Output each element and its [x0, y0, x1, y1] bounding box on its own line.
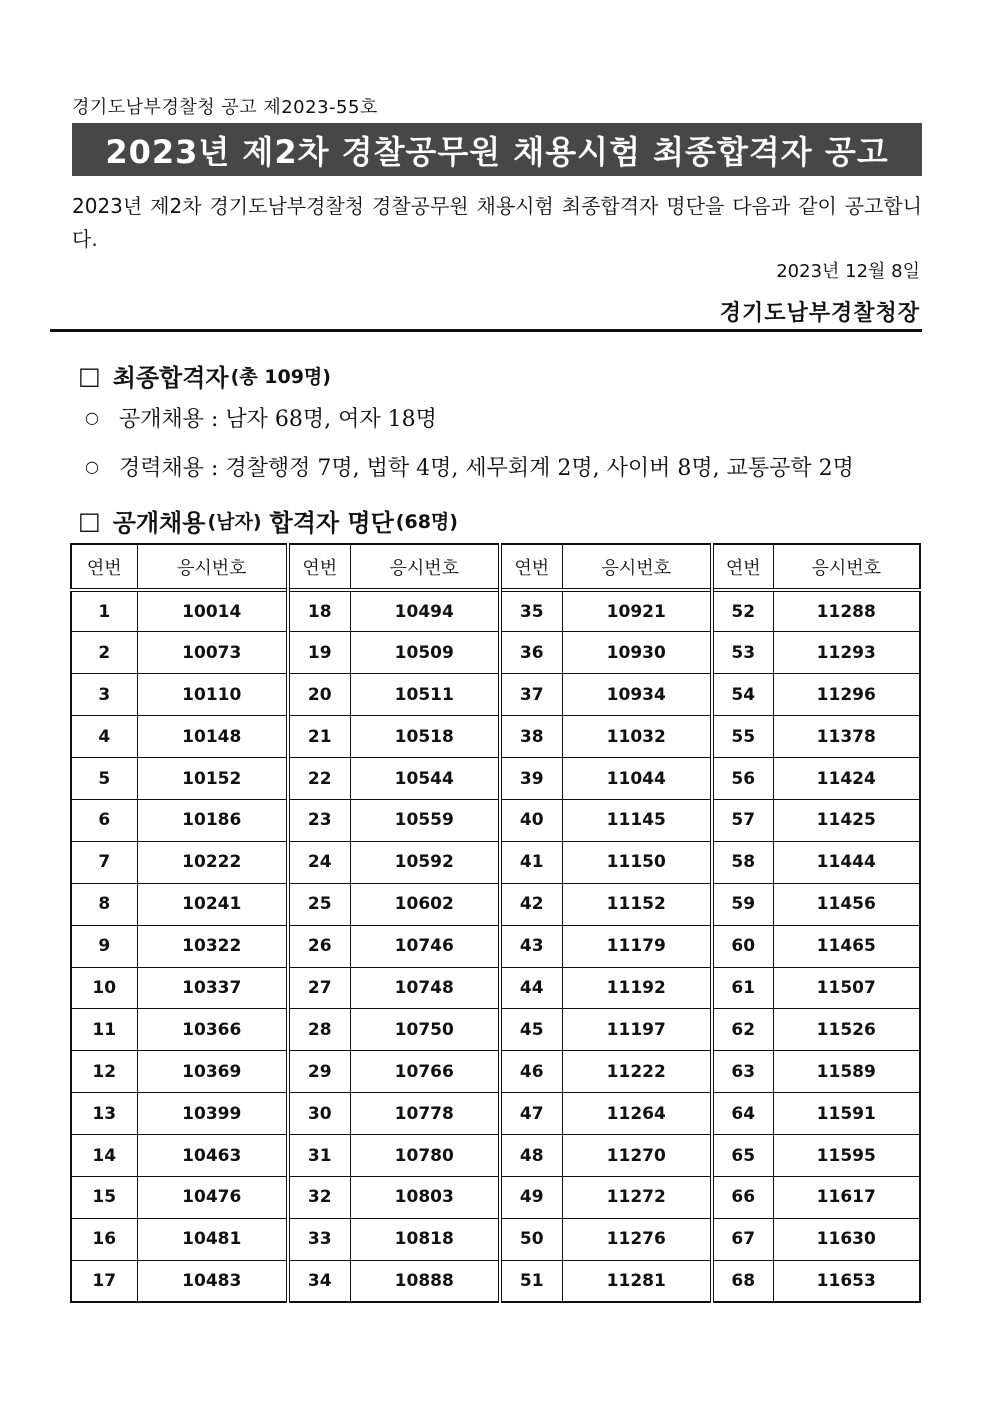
serial-cell: 38 — [500, 716, 562, 758]
serial-cell: 7 — [71, 841, 137, 883]
serial-cell: 58 — [712, 841, 773, 883]
serial-cell: 4 — [71, 716, 137, 758]
serial-cell: 11 — [71, 1009, 137, 1051]
serial-cell: 1 — [71, 590, 137, 632]
serial-cell: 35 — [500, 590, 562, 632]
exam-number-cell: 10921 — [562, 590, 712, 632]
intro-paragraph: 2023년 제2차 경기도남부경찰청 경찰공무원 채용시험 최종합격자 명단을 다음과 같이 공고합니다. — [72, 194, 922, 251]
exam-number-cell: 10399 — [137, 1093, 288, 1135]
circle-bullet-icon: ○ — [85, 457, 99, 476]
column-header-serial: 연번 — [500, 544, 562, 590]
section-gender: (남자) — [207, 511, 262, 533]
exam-number-cell: 10750 — [350, 1009, 500, 1051]
serial-cell: 19 — [288, 632, 350, 674]
exam-number-cell: 11465 — [773, 925, 920, 967]
serial-cell: 18 — [288, 590, 350, 632]
exam-number-cell: 11296 — [773, 674, 920, 716]
bullet-text: 경력채용 : 경찰행정 7명, 법학 4명, 세무회계 2명, 사이버 8명, 교통공학 2명 — [118, 456, 854, 481]
column-header-serial: 연번 — [712, 544, 773, 590]
exam-number-cell: 11150 — [562, 841, 712, 883]
section-title: 공개채용 — [112, 509, 206, 537]
exam-number-cell: 11378 — [773, 716, 920, 758]
column-header-exam-number: 응시번호 — [350, 544, 500, 590]
exam-number-cell: 10186 — [137, 799, 288, 841]
header-divider — [50, 329, 922, 332]
page-title: 2023년 제2차 경찰공무원 채용시험 최종합격자 공고 — [72, 123, 922, 176]
section-subtitle: 합격자 명단 — [269, 509, 394, 537]
serial-cell: 9 — [71, 925, 137, 967]
exam-number-cell: 11425 — [773, 799, 920, 841]
serial-cell: 33 — [288, 1218, 350, 1260]
table-row — [71, 799, 920, 841]
serial-cell: 36 — [500, 632, 562, 674]
exam-number-cell: 11653 — [773, 1260, 920, 1302]
exam-number-cell: 10602 — [350, 883, 500, 925]
exam-number-cell: 10110 — [137, 674, 288, 716]
serial-cell: 34 — [288, 1260, 350, 1302]
exam-number-cell: 10778 — [350, 1093, 500, 1135]
serial-cell: 12 — [71, 1051, 137, 1093]
exam-number-cell: 11456 — [773, 883, 920, 925]
serial-cell: 65 — [712, 1135, 773, 1177]
serial-cell: 47 — [500, 1093, 562, 1135]
table-row — [71, 841, 920, 883]
serial-cell: 26 — [288, 925, 350, 967]
table-row — [71, 1176, 920, 1218]
serial-cell: 68 — [712, 1260, 773, 1302]
exam-number-cell: 11507 — [773, 967, 920, 1009]
exam-number-cell: 11272 — [562, 1176, 712, 1218]
exam-number-cell: 10148 — [137, 716, 288, 758]
serial-cell: 48 — [500, 1135, 562, 1177]
serial-cell: 20 — [288, 674, 350, 716]
exam-number-cell: 11222 — [562, 1051, 712, 1093]
table-row — [71, 1051, 920, 1093]
serial-cell: 14 — [71, 1135, 137, 1177]
serial-cell: 2 — [71, 632, 137, 674]
exam-number-cell: 10241 — [137, 883, 288, 925]
exam-number-cell: 10322 — [137, 925, 288, 967]
exam-number-cell: 10818 — [350, 1218, 500, 1260]
serial-cell: 13 — [71, 1093, 137, 1135]
exam-number-cell: 11044 — [562, 758, 712, 800]
checkbox-square-icon: □ — [78, 361, 101, 390]
serial-cell: 54 — [712, 674, 773, 716]
exam-number-cell: 10073 — [137, 632, 288, 674]
serial-cell: 22 — [288, 758, 350, 800]
serial-cell: 51 — [500, 1260, 562, 1302]
serial-cell: 42 — [500, 883, 562, 925]
exam-number-cell: 10463 — [137, 1135, 288, 1177]
serial-cell: 46 — [500, 1051, 562, 1093]
column-header-exam-number: 응시번호 — [773, 544, 920, 590]
column-header-exam-number: 응시번호 — [562, 544, 712, 590]
exam-number-cell: 10476 — [137, 1176, 288, 1218]
serial-cell: 23 — [288, 799, 350, 841]
serial-cell: 39 — [500, 758, 562, 800]
section-title: 최종합격자 — [112, 364, 229, 392]
exam-number-cell: 11293 — [773, 632, 920, 674]
exam-number-cell: 10337 — [137, 967, 288, 1009]
table-row — [71, 1135, 920, 1177]
exam-number-cell: 11192 — [562, 967, 712, 1009]
passers-table — [70, 543, 921, 1303]
section-final-passers-heading — [78, 358, 331, 393]
exam-number-cell: 10494 — [350, 590, 500, 632]
exam-number-cell: 10366 — [137, 1009, 288, 1051]
exam-number-cell: 11595 — [773, 1135, 920, 1177]
serial-cell: 6 — [71, 799, 137, 841]
serial-cell: 32 — [288, 1176, 350, 1218]
exam-number-cell: 11424 — [773, 758, 920, 800]
section-roster-heading — [78, 503, 458, 538]
serial-cell: 21 — [288, 716, 350, 758]
exam-number-cell: 10509 — [350, 632, 500, 674]
table-row — [71, 758, 920, 800]
exam-number-cell: 10748 — [350, 967, 500, 1009]
serial-cell: 15 — [71, 1176, 137, 1218]
serial-cell: 57 — [712, 799, 773, 841]
serial-cell: 29 — [288, 1051, 350, 1093]
serial-cell: 60 — [712, 925, 773, 967]
exam-number-cell: 11264 — [562, 1093, 712, 1135]
exam-number-cell: 11152 — [562, 883, 712, 925]
serial-cell: 66 — [712, 1176, 773, 1218]
serial-cell: 61 — [712, 967, 773, 1009]
exam-number-cell: 10518 — [350, 716, 500, 758]
serial-cell: 45 — [500, 1009, 562, 1051]
table-row — [71, 925, 920, 967]
serial-cell: 28 — [288, 1009, 350, 1051]
exam-number-cell: 11270 — [562, 1135, 712, 1177]
exam-number-cell: 10481 — [137, 1218, 288, 1260]
table-row — [71, 883, 920, 925]
serial-cell: 64 — [712, 1093, 773, 1135]
checkbox-square-icon: □ — [78, 506, 101, 535]
serial-cell: 56 — [712, 758, 773, 800]
table-row — [71, 967, 920, 1009]
serial-cell: 25 — [288, 883, 350, 925]
serial-cell: 67 — [712, 1218, 773, 1260]
exam-number-cell: 11032 — [562, 716, 712, 758]
serial-cell: 17 — [71, 1260, 137, 1302]
column-header-exam-number: 응시번호 — [137, 544, 288, 590]
bullet-open-recruitment — [85, 402, 437, 433]
exam-number-cell: 10222 — [137, 841, 288, 883]
exam-number-cell: 10592 — [350, 841, 500, 883]
exam-number-cell: 11630 — [773, 1218, 920, 1260]
serial-cell: 30 — [288, 1093, 350, 1135]
circle-bullet-icon: ○ — [85, 408, 99, 427]
exam-number-cell: 10803 — [350, 1176, 500, 1218]
serial-cell: 52 — [712, 590, 773, 632]
exam-number-cell: 10934 — [562, 674, 712, 716]
table-header-row — [71, 544, 920, 590]
exam-number-cell: 11145 — [562, 799, 712, 841]
table-row — [71, 632, 920, 674]
serial-cell: 59 — [712, 883, 773, 925]
issuer-name: 경기도남부경찰청장 — [719, 301, 920, 326]
table-row — [71, 1009, 920, 1051]
exam-number-cell: 11288 — [773, 590, 920, 632]
serial-cell: 49 — [500, 1176, 562, 1218]
serial-cell: 10 — [71, 967, 137, 1009]
exam-number-cell: 11197 — [562, 1009, 712, 1051]
serial-cell: 55 — [712, 716, 773, 758]
serial-cell: 27 — [288, 967, 350, 1009]
exam-number-cell: 11179 — [562, 925, 712, 967]
exam-number-cell: 11617 — [773, 1176, 920, 1218]
section-count: (68명) — [395, 511, 458, 533]
table-row — [71, 1218, 920, 1260]
exam-number-cell: 10511 — [350, 674, 500, 716]
announcement-date: 2023년 12월 8일 — [776, 261, 920, 282]
serial-cell: 5 — [71, 758, 137, 800]
table-row — [71, 1093, 920, 1135]
serial-cell: 44 — [500, 967, 562, 1009]
exam-number-cell: 10544 — [350, 758, 500, 800]
bullet-text: 공개채용 : 남자 68명, 여자 18명 — [118, 407, 437, 432]
serial-cell: 43 — [500, 925, 562, 967]
exam-number-cell: 10766 — [350, 1051, 500, 1093]
exam-number-cell: 10888 — [350, 1260, 500, 1302]
serial-cell: 24 — [288, 841, 350, 883]
table-row — [71, 1260, 920, 1302]
serial-cell: 31 — [288, 1135, 350, 1177]
exam-number-cell: 10780 — [350, 1135, 500, 1177]
serial-cell: 40 — [500, 799, 562, 841]
table-row — [71, 590, 920, 632]
serial-cell: 8 — [71, 883, 137, 925]
serial-cell: 53 — [712, 632, 773, 674]
exam-number-cell: 10014 — [137, 590, 288, 632]
exam-number-cell: 10152 — [137, 758, 288, 800]
exam-number-cell: 10930 — [562, 632, 712, 674]
exam-number-cell: 10746 — [350, 925, 500, 967]
exam-number-cell: 11276 — [562, 1218, 712, 1260]
bullet-career-recruitment — [85, 451, 854, 482]
serial-cell: 41 — [500, 841, 562, 883]
column-header-serial: 연번 — [288, 544, 350, 590]
table-row — [71, 716, 920, 758]
serial-cell: 62 — [712, 1009, 773, 1051]
notice-number: 경기도남부경찰청 공고 제2023-55호 — [72, 97, 378, 118]
section-total: (총 109명) — [230, 366, 331, 388]
exam-number-cell: 11591 — [773, 1093, 920, 1135]
serial-cell: 37 — [500, 674, 562, 716]
exam-number-cell: 10559 — [350, 799, 500, 841]
serial-cell: 16 — [71, 1218, 137, 1260]
exam-number-cell: 11281 — [562, 1260, 712, 1302]
serial-cell: 63 — [712, 1051, 773, 1093]
exam-number-cell: 11526 — [773, 1009, 920, 1051]
exam-number-cell: 11589 — [773, 1051, 920, 1093]
table-row — [71, 674, 920, 716]
exam-number-cell: 10369 — [137, 1051, 288, 1093]
serial-cell: 3 — [71, 674, 137, 716]
exam-number-cell: 11444 — [773, 841, 920, 883]
column-header-serial: 연번 — [71, 544, 137, 590]
exam-number-cell: 10483 — [137, 1260, 288, 1302]
serial-cell: 50 — [500, 1218, 562, 1260]
